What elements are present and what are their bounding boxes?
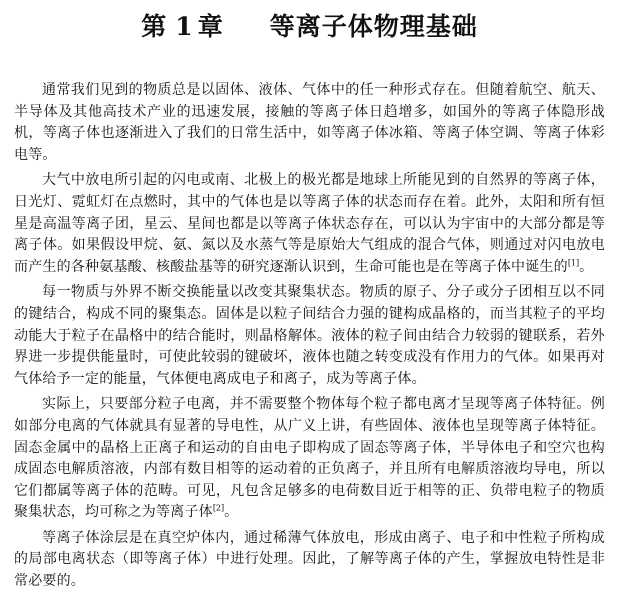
paragraph-5 [14,528,605,593]
paragraph-text: 每一物质与外界不断交换能量以改变其聚集状态。物质的原子、分子或分子团相互以不同的键结合，构成不同的聚集态。固体是以粒子间结合力强的键构成晶格的，而当其粒子的平均动能大于粒子在晶格中的结合能时，则晶格解体。液体的粒子间由结合力较弱的键联系，若外界进一步提供能量时，可使此较弱的键破坏，液体也随之转变成没有作用力的气体。如果再对气体给予一定的能量，气体便电离成电子和离子，成为等离子体。 [14,284,605,387]
chapter-heading-text: 等离子体物理基础 [269,12,478,41]
chapter-title [14,10,605,44]
paragraph-3 [14,282,605,390]
paragraph-4 [14,394,605,524]
paragraph-text: 通常我们见到的物质总是以固体、液体、气体中的任一种形式存在。但随着航空、航天、半导体及其他高技术产业的迅速发展，接触的等离子体日趋增多，如国外的等离子体隐形战机，等离子体也逐渐进入了我们的日常生活中，如等离子体冰箱、等离子体空调、等离子体彩电等。 [14,82,605,163]
paragraph-tail: 。 [224,504,239,521]
paragraph-text: 大气中放电所引起的闪电或南、北极上的极光都是地球上所能见到的自然界的等离子体，日光灯、霓虹灯在点燃时，其中的气体也是以等离子体的状态而存在着。此外，太阳和所有恒星是高温等离子团，星云、星间也都是以等离子体状态存在，可以认为宇宙中的大部分都是等离子体。如果假设甲烷、氨、氮以及水蒸气等是原始大气组成的混合气体，则通过对闪电放电而产生的各种氨基酸、核酸盐基等的研究逐渐认识到，生命可能也是在等离子体中诞生的 [14,172,605,275]
paragraph-1 [14,80,605,166]
paragraph-text: 等离子体涂层是在真空炉体内，通过稀薄气体放电，形成由离子、电子和中性粒子所构成的局部电离状态（即等离子体）中进行处理。因此，了解等离子体的产生，掌握放电特性是非常必要的。 [14,529,605,590]
citation-ref[interactable]: [2] [212,503,225,513]
chapter-label-suffix: 章 [197,12,224,41]
chapter-label-prefix: 第 [141,12,168,41]
paragraph-tail: 。 [579,258,594,275]
chapter-body [14,80,605,593]
chapter-number: 1 [175,12,194,41]
paragraph-2 [14,170,605,278]
paragraph-text: 实际上，只要部分粒子电离，并不需要整个物体每个粒子都电离才呈现等离子体特征。例如部分电离的气体就具有显著的导电性，从广义上讲，有些固体、液体也呈现等离子体特征。固态金属中的晶格上正离子和运动的自由电子即构成了固态等离子体，半导体电子和空穴也构成固态电解质溶液，内部有数目相等的运动着的正负离子，并且所有电解质溶液均导电，所以它们都属等离子体的范畴。可见，凡包含足够多的电荷数目近于相等的正、负带电粒子的物质聚集状态，均可称之为等离子体 [14,396,605,521]
citation-ref[interactable]: [1] [567,258,580,268]
